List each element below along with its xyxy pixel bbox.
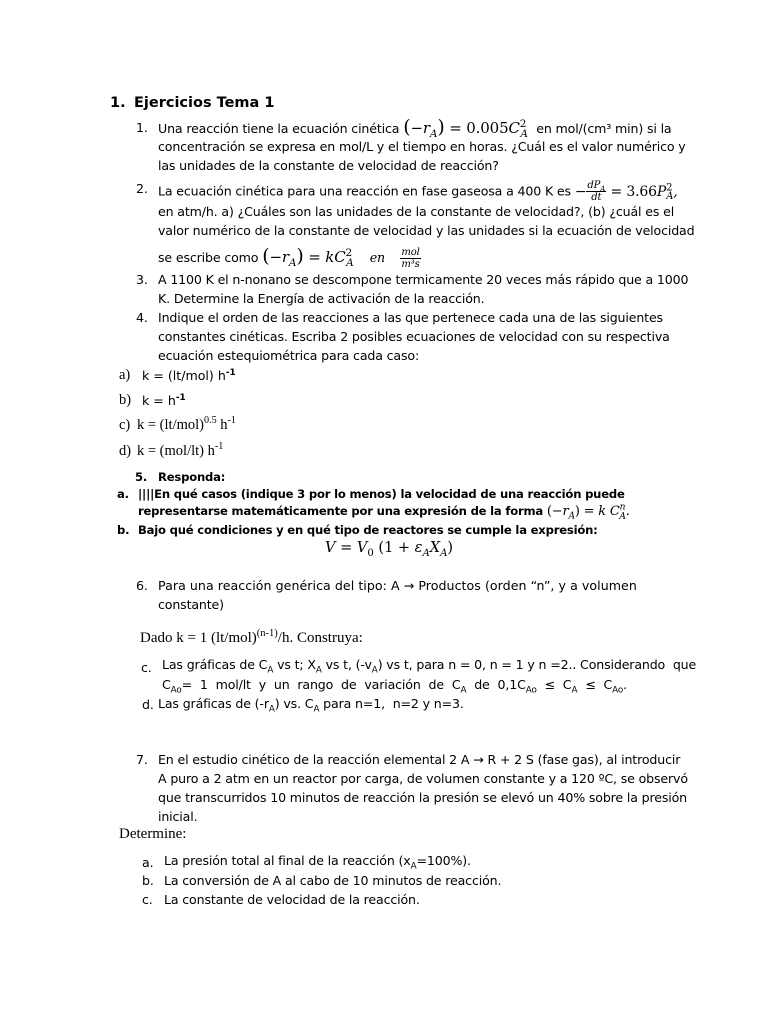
ex6-c-line1: Las gráficas de $C_A$ vs t; $X_A$ vs t, $(-v_A)$ vs t, para n = 0, n = 1 y n =2.. Considerando que [162, 657, 697, 676]
ex7-item-a-label: a. [142, 855, 154, 870]
ex7-item-a: La presión total al final de la reacción $(x_A=100\%)$. [164, 853, 471, 872]
ex4-item-a-label: a) [119, 367, 131, 383]
ex5-a-line2: representarse matemáticamente por una expresión de la forma $(-r_A) = k$ $C^n_A$. [138, 502, 630, 522]
ex1-line2: concentración se expresa en mol/L y el tiempo en horas. ¿Cuál es el valor numérico y [158, 139, 686, 154]
ex2-equation-2: $(-r_A) = kC^2_A$ [262, 245, 354, 269]
ex2-line4 [158, 247, 421, 270]
ex7-line3: que transcurridos 10 minutos de reacción la presión se elevó un 40% sobre la presión [158, 790, 687, 805]
section-number: 1. [110, 95, 126, 111]
ex7-number: 7. [136, 752, 148, 767]
ex5-a-equation: $(-r_A) = k$ $C^n_A$. [546, 502, 630, 522]
ex7-line2: A puro a 2 atm en un reactor por carga, de volumen constante y a 120 ºC, se observó [158, 771, 688, 786]
ex6-d-line1: Las gráficas de $(-r_A)$ vs. $C_A$ para n=1, n=2 y n=3. [158, 696, 464, 715]
ex2-text-a: La ecuación cinética para una reacción en fase gaseosa a 400 K es [158, 183, 571, 199]
ex2-line2: en atm/h. a) ¿Cuáles son las unidades de la constante de velocidad?, (b) ¿cuál es el [158, 204, 675, 219]
ex7-line1: En el estudio cinético de la reacción elemental 2 A → R + 2 S (fase gas), al introducir [158, 752, 681, 767]
ex5-number: 5. [135, 470, 148, 484]
ex5-title: Responda: [158, 470, 226, 484]
ex3-line2: K. Determine la Energía de activación de la reacción. [158, 291, 485, 306]
ex4-item-c-label: c) [119, 417, 131, 433]
ex5-b-line1: Bajo qué condiciones y en qué tipo de reactores se cumple la expresión: [138, 523, 598, 537]
ex2-line1 [158, 180, 678, 203]
ex4-line1: Indique el orden de las reacciones a las que pertenece cada una de las siguientes [158, 310, 663, 325]
ex2-text-d: se escribe como [158, 250, 259, 265]
ex3-line1: A 1100 K el n-nonano se descompone termicamente 20 veces más rápido que a 1000 [158, 272, 689, 287]
ex7-item-c-label: c. [142, 892, 153, 907]
ex5-a-label: a. [117, 487, 129, 501]
ex4-number: 4. [136, 310, 148, 325]
ex3-number: 3. [136, 272, 148, 287]
ex1-equation: $(-r_A) = 0.005C^2_A$ [403, 116, 528, 140]
ex1-text-b: en mol/(cm³ min) si la [536, 121, 672, 136]
ex6-line2: constante) [158, 597, 224, 612]
ex6-d-label: d. [142, 697, 154, 712]
ex6-c-line2: $C_{Ao}= 1$ mol/lt y un rango de variación de $C_A$ de $0,1C_{Ao} \le C_A \le C_{Ao}$. [162, 677, 627, 696]
ex7-item-c: La constante de velocidad de la reacción. [164, 892, 420, 907]
ex2-equation-1: − $\frac{dP_A}{dt}$ = $3.66P^2_A$, [574, 180, 678, 203]
ex4-item-d: k = (mol/lt) $h^{-1}$ [137, 441, 224, 459]
ex1-text-a: Una reacción tiene la ecuación cinética [158, 121, 400, 136]
ex7-determine: Determine: [119, 826, 187, 842]
ex4-item-b: $k = h^{-1}$ [142, 392, 186, 408]
ex2-line3: valor numérico de la constante de velocidad y las unidades si la ecuación de velocidad [158, 223, 695, 238]
ex6-line1: Para una reacción genérica del tipo: A → Productos (orden “n”, y a volumen [158, 578, 637, 593]
ex2-unit-fraction: $\frac{\text{mol}}{\text{m³s}}$ [401, 247, 420, 270]
ex6-number: 6. [136, 578, 148, 593]
ex4-item-d-label: d) [119, 443, 132, 459]
ex4-item-c: $k = (lt/mol)^{0.5}$ $h^{-1}$ [137, 415, 236, 433]
ex7-line4: inicial. [158, 809, 198, 824]
ex4-item-b-label: b) [119, 392, 132, 408]
ex7-item-b: La conversión de A al cabo de 10 minutos de reacción. [164, 873, 502, 888]
ex5-b-label: b. [117, 523, 130, 537]
ex2-text-en: en [369, 250, 385, 265]
ex5-a-line1: ||||En qué casos (indique 3 por lo menos) la velocidad de una reacción puede [138, 487, 625, 501]
ex7-item-b-label: b. [142, 873, 154, 888]
ex4-line3: ecuación estequiométrica para cada caso: [158, 348, 420, 363]
ex4-item-a: k = (lt/mol) $h^{-1}$ [142, 367, 236, 383]
ex2-number: 2. [136, 181, 148, 196]
ex4-line2: constantes cinéticas. Escriba 2 posibles ecuaciones de velocidad con su respectiva [158, 329, 670, 344]
ex1-number: 1. [136, 120, 148, 135]
section-title: Ejercicios Tema 1 [134, 95, 275, 111]
ex6-given: Dado k = 1 $(lt/mol)^{(n-1)}/h$. Construya: [140, 628, 363, 646]
ex6-c-label: c. [141, 660, 152, 675]
ex1-line1 [158, 116, 672, 140]
ex5-b-equation: $V = V_0$ $(1 + \varepsilon_AX_A)$ [325, 540, 454, 559]
ex1-line3: las unidades de la constante de velocidad de reacción? [158, 158, 499, 173]
